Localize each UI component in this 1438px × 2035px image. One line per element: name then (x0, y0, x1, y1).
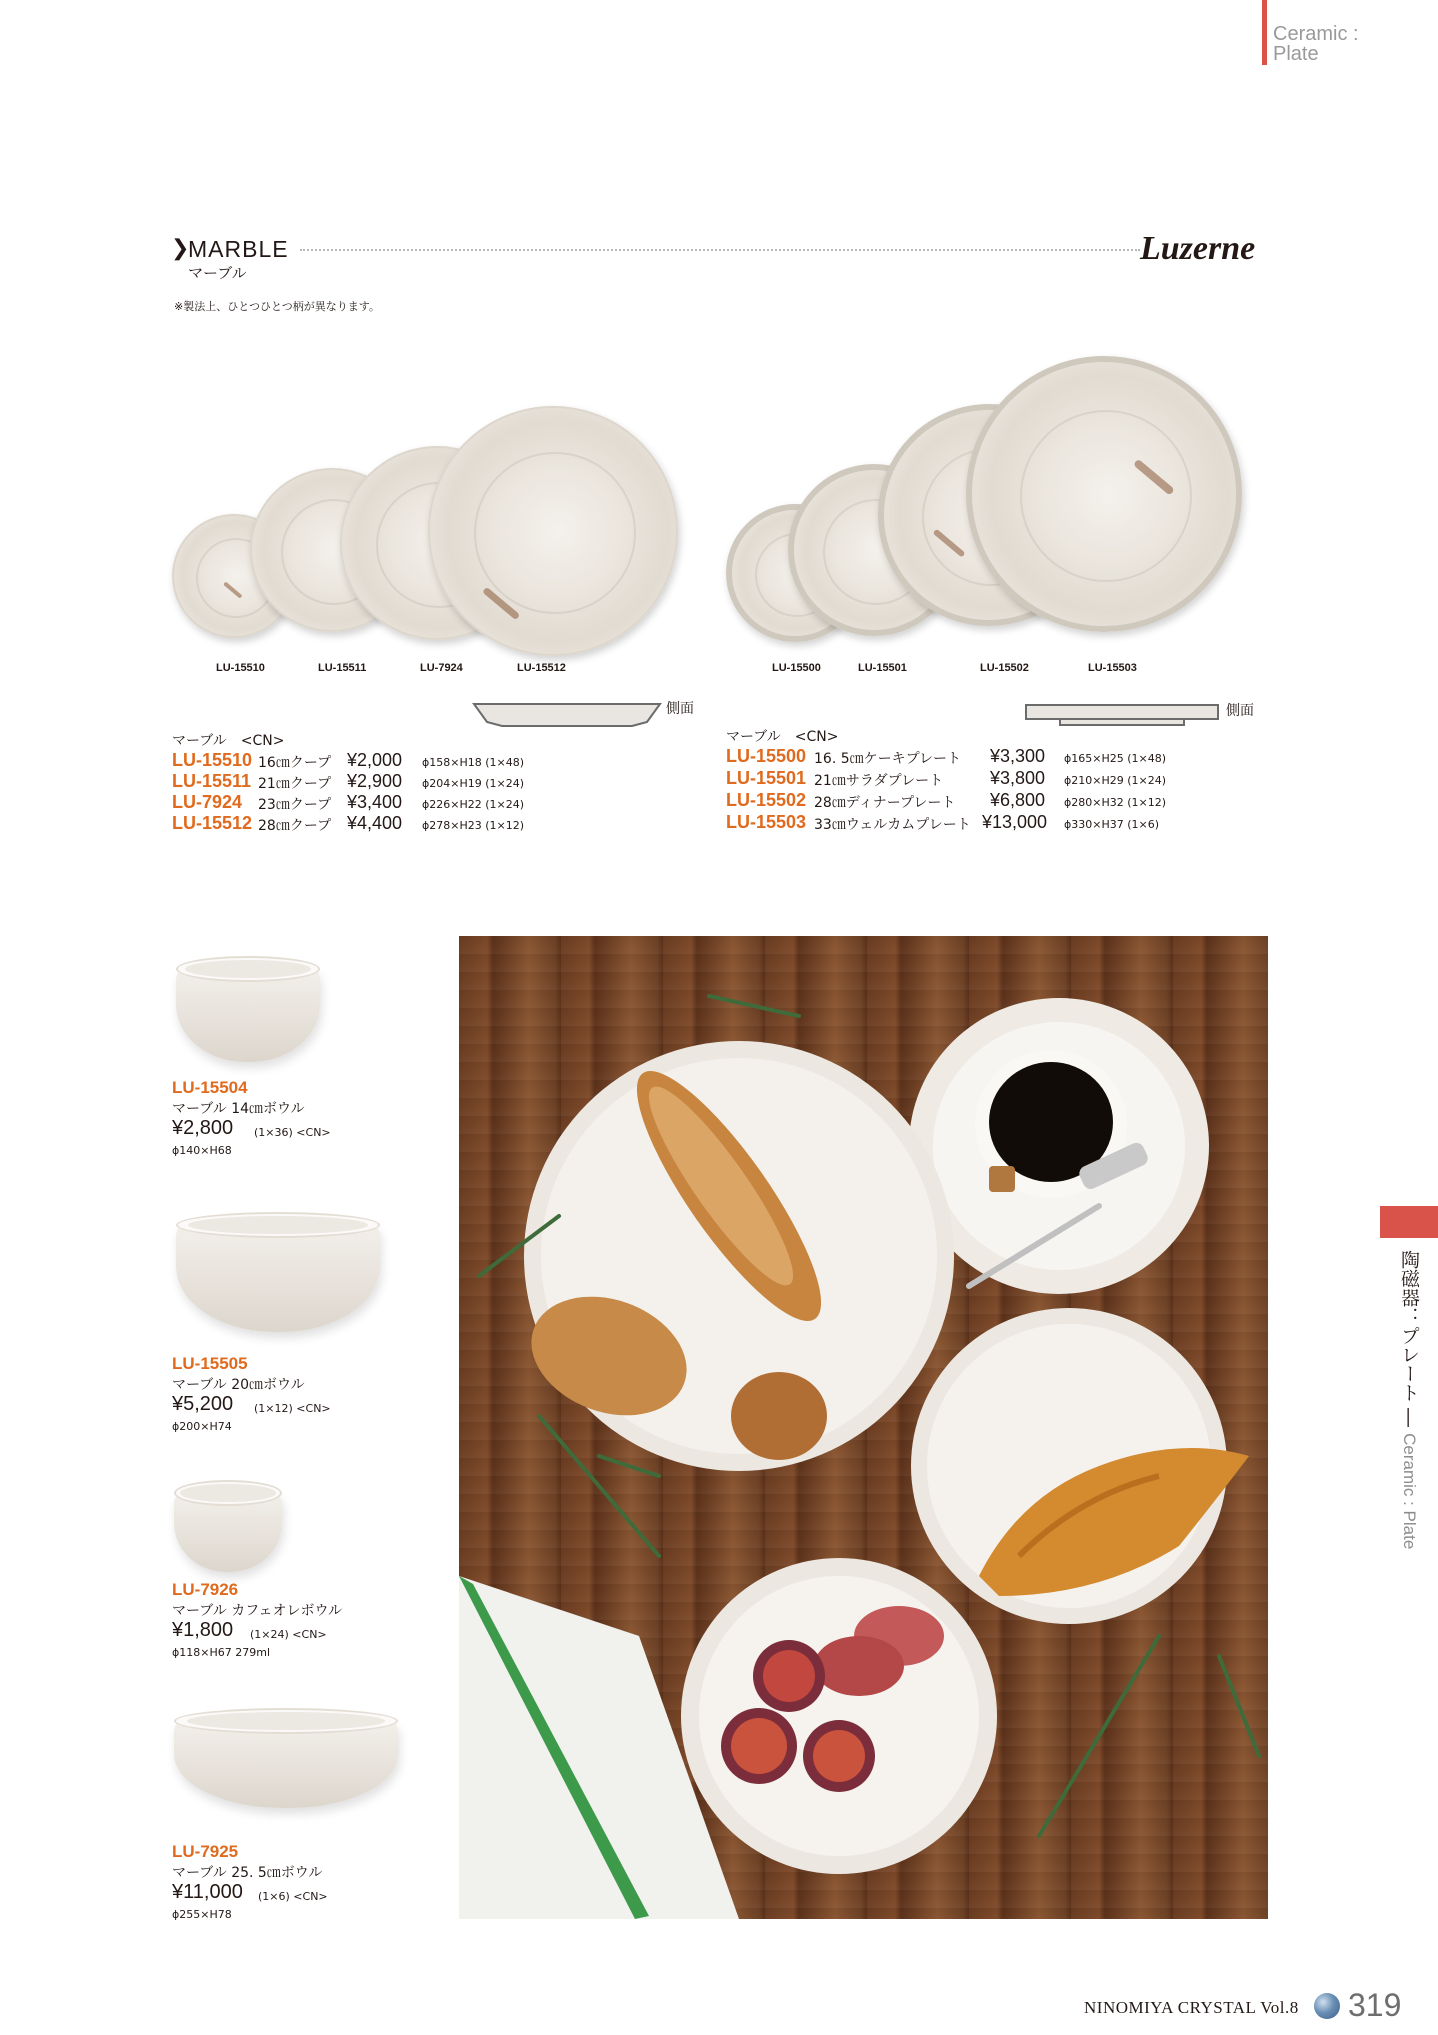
product-code: LU-15510 (172, 750, 253, 770)
product-row (726, 768, 1226, 790)
globe-icon (1314, 1993, 1340, 2019)
plate-image (428, 406, 678, 656)
corner-line-2: Plate (1273, 43, 1319, 65)
side-category-dash: ― (1398, 1402, 1420, 1434)
product-name: 23㎝クープ (258, 797, 332, 813)
plate-label: LU-15500 (772, 662, 821, 674)
product-name: 16㎝クープ (258, 755, 332, 771)
bowl-code: LU-7926 (172, 1580, 239, 1599)
corner-line-1: Ceramic : (1273, 23, 1359, 45)
product-price: ¥3,800 (990, 768, 1046, 788)
product-dimensions: ϕ158×H18 (1×48) (422, 756, 525, 769)
product-name: 21㎝クープ (258, 776, 332, 792)
lifestyle-photo (459, 936, 1268, 1919)
plate-label: LU-15510 (216, 662, 265, 674)
brand-logo: Luzerne (1140, 230, 1256, 267)
product-code: LU-7924 (172, 792, 243, 812)
side-label: 側面 (666, 701, 694, 717)
product-name: 33㎝ウェルカムプレート (814, 817, 971, 833)
product-price: ¥3,300 (990, 746, 1046, 766)
bowl-dimensions: ϕ140×H68 (172, 1144, 232, 1157)
product-row (172, 771, 572, 793)
product-dimensions: ϕ278×H23 (1×12) (422, 819, 525, 832)
product-row (172, 813, 572, 835)
bowl-price: ¥2,800 (172, 1117, 234, 1139)
product-name: 21㎝サラダプレート (814, 773, 944, 789)
product-price: ¥2,000 (347, 750, 403, 770)
pattern-note: ※製法上、ひとつひとつ柄が異なります。 (174, 300, 380, 313)
product-price: ¥2,900 (347, 771, 403, 791)
section-subtitle: マーブル (188, 264, 247, 282)
bowl-dimensions: ϕ200×H74 (172, 1420, 232, 1433)
section-divider (300, 249, 1140, 251)
side-category-label (1396, 1250, 1423, 1549)
product-row (726, 812, 1226, 834)
bowl-name: マーブル カフェオレボウル (172, 1603, 343, 1619)
side-category-jp: 陶磁器：プレート (1398, 1250, 1420, 1402)
plate-label: LU-15501 (858, 662, 907, 674)
bowl-dimensions: ϕ255×H78 (172, 1908, 232, 1921)
bowl-pack: (1×24) <CN> (250, 1628, 327, 1641)
bowl-code: LU-15505 (172, 1354, 248, 1373)
list-title: マーブル <CN> (172, 733, 285, 749)
product-dimensions: ϕ330×H37 (1×6) (1064, 818, 1160, 831)
side-category-en: Ceramic : Plate (1400, 1433, 1419, 1550)
section-arrow-icon: ❯ (171, 236, 190, 261)
product-code: LU-15502 (726, 790, 807, 810)
product-name: 28㎝クープ (258, 818, 332, 834)
product-price: ¥6,800 (990, 790, 1046, 810)
bowl-code: LU-7925 (172, 1842, 239, 1861)
product-row (726, 790, 1226, 812)
bowl-image (176, 1222, 380, 1332)
product-name: 28㎝ディナープレート (814, 795, 956, 811)
bowl-pack: (1×36) <CN> (254, 1126, 331, 1139)
bowl-image (176, 966, 320, 1062)
product-dimensions: ϕ226×H22 (1×24) (422, 798, 525, 811)
product-dimensions: ϕ165×H25 (1×48) (1064, 752, 1167, 765)
plate-image (966, 356, 1242, 632)
bowl-name: マーブル 25. 5㎝ボウル (172, 1865, 323, 1881)
section-title: MARBLE (188, 236, 289, 262)
product-name: 16. 5㎝ケーキプレート (814, 751, 962, 767)
corner-accent-bar (1262, 0, 1267, 65)
bowl-price: ¥1,800 (172, 1619, 234, 1641)
side-label: 側面 (1226, 703, 1254, 719)
product-row (172, 750, 572, 772)
plate-label: LU-15512 (517, 662, 566, 674)
product-code: LU-15511 (172, 771, 252, 791)
corner-category (1273, 24, 1359, 64)
plate-label: LU-15503 (1088, 662, 1137, 674)
footer-brand: NINOMIYA CRYSTAL Vol.8 (1084, 1998, 1299, 2017)
photo-illustration (459, 936, 1268, 1919)
product-dimensions: ϕ204×H19 (1×24) (422, 777, 525, 790)
product-price: ¥3,400 (347, 792, 403, 812)
bowl-pack: (1×6) <CN> (258, 1890, 328, 1903)
product-price: ¥4,400 (347, 813, 403, 833)
bowl-image (174, 1490, 282, 1572)
side-profile-rim (1024, 702, 1220, 730)
bowl-price: ¥11,000 (172, 1881, 243, 1903)
page-number: 319 (1348, 1987, 1402, 2023)
plate-label: LU-15511 (318, 662, 367, 674)
side-profile-coupe (472, 700, 662, 730)
product-code: LU-15501 (726, 768, 807, 788)
product-dimensions: ϕ210×H29 (1×24) (1064, 774, 1167, 787)
bowl-dimensions: ϕ118×H67 279ml (172, 1646, 271, 1659)
category-tab (1380, 1206, 1438, 1238)
bowl-name: マーブル 14㎝ボウル (172, 1101, 305, 1117)
plate-label: LU-7924 (420, 662, 463, 674)
bowl-code: LU-15504 (172, 1078, 248, 1097)
product-row (726, 746, 1226, 768)
bowl-name: マーブル 20㎝ボウル (172, 1377, 305, 1393)
product-row (172, 792, 572, 814)
product-code: LU-15512 (172, 813, 253, 833)
bowl-image (174, 1718, 398, 1808)
product-code: LU-15503 (726, 812, 807, 832)
plate-label: LU-15502 (980, 662, 1029, 674)
bowl-pack: (1×12) <CN> (254, 1402, 331, 1415)
product-dimensions: ϕ280×H32 (1×12) (1064, 796, 1167, 809)
product-code: LU-15500 (726, 746, 807, 766)
bowl-price: ¥5,200 (172, 1393, 234, 1415)
product-price: ¥13,000 (982, 812, 1048, 832)
list-title: マーブル <CN> (726, 729, 839, 745)
